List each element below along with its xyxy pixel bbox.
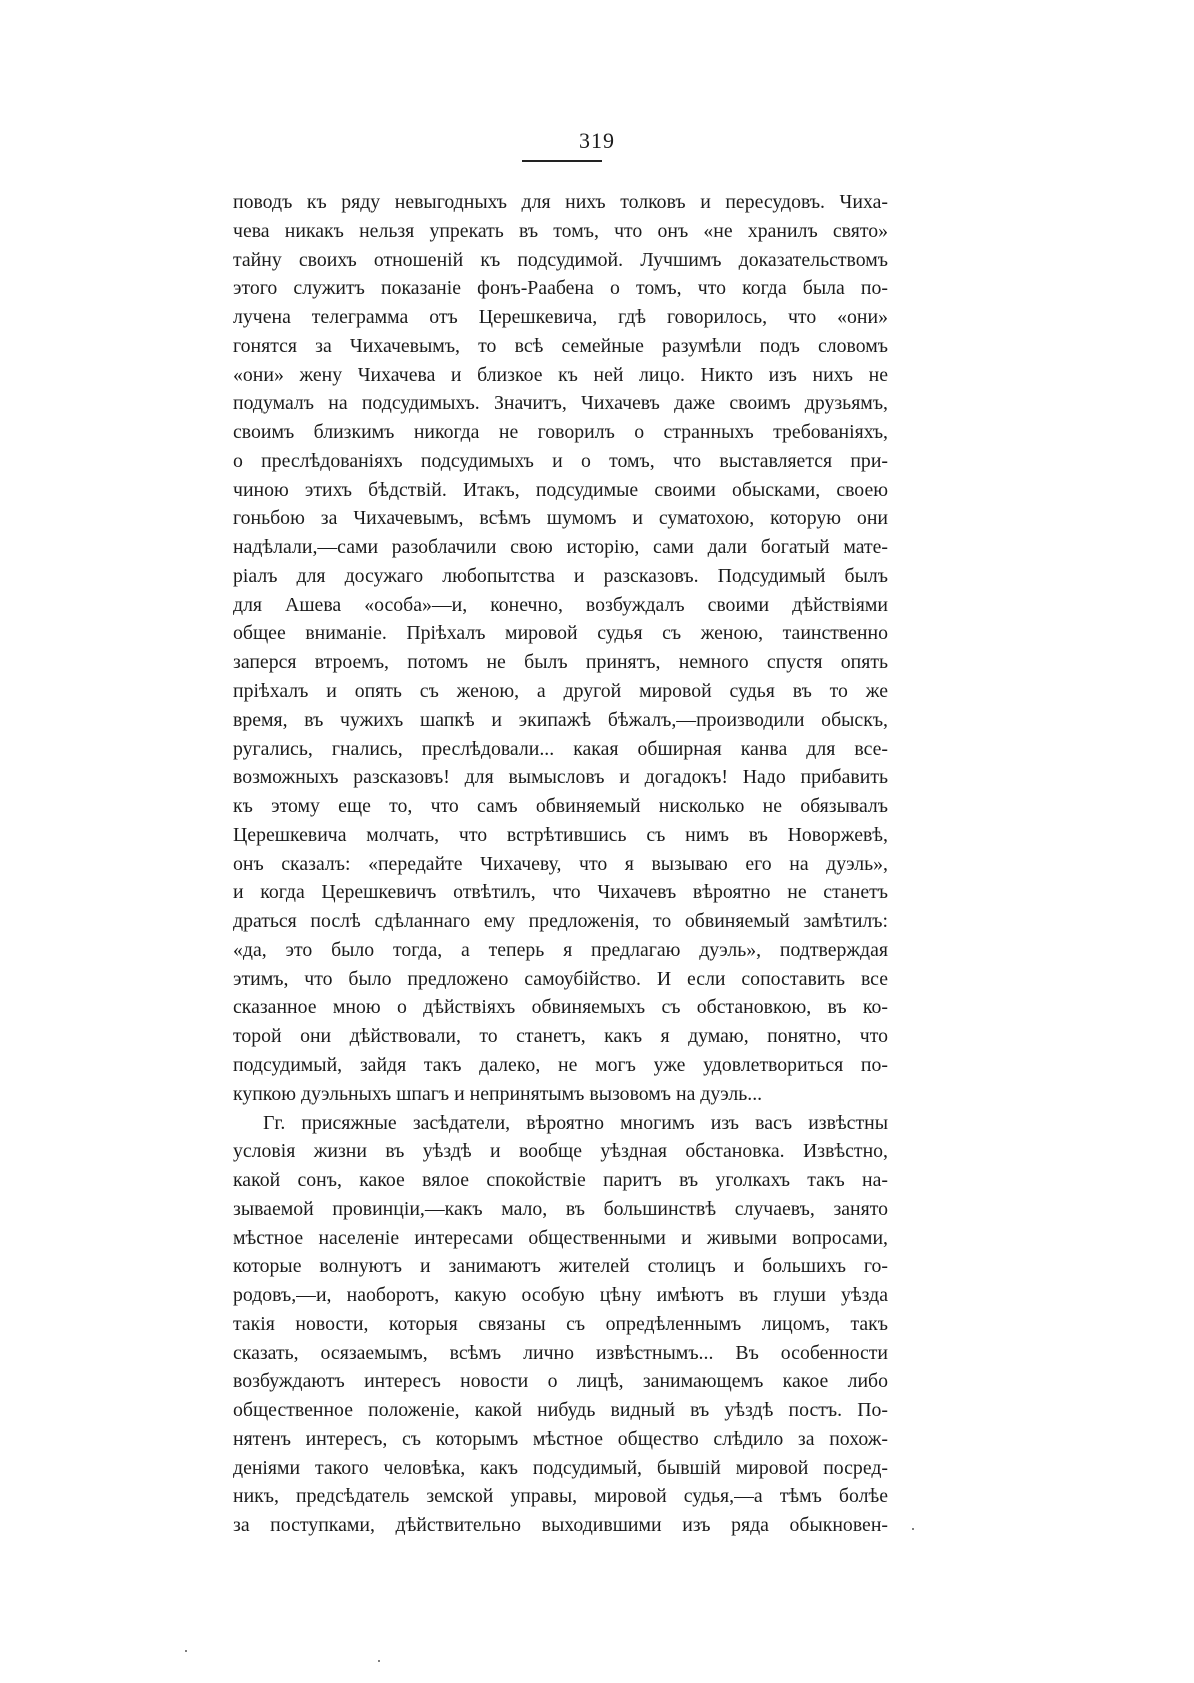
text-line: къ этому еще то, что самъ обвиняемый нисколько не обязывалъ <box>233 795 888 818</box>
text-line: и когда Церешкевичъ отвѣтилъ, что Чихачевъ вѣроятно не станетъ <box>233 881 888 904</box>
text-line: какой сонъ, какое вялое спокойствiе паритъ въ уголкахъ такъ на- <box>233 1169 888 1192</box>
page-number-rule <box>522 160 602 162</box>
text-line: тайну своихъ отношенiй къ подсудимой. Лучшимъ доказательствомъ <box>233 248 888 271</box>
text-line: этого служитъ показанiе фонъ-Раабена о томъ, что когда была по- <box>233 277 888 300</box>
text-line: «они» жену Чихачева и близкое къ ней лицо. Никто изъ нихъ не <box>233 363 888 386</box>
text-line: гоньбою за Чихачевымъ, всѣмъ шумомъ и суматохою, которую они <box>233 507 888 530</box>
text-line: поводъ къ ряду невыгодныхъ для нихъ толковъ и пересудовъ. Чиха- <box>233 191 888 213</box>
text-line: денiями такого человѣка, какъ подсудимый, бывшiй мировой посред- <box>233 1456 888 1479</box>
text-line: такiя новости, которыя связаны съ опредѣленнымъ лицомъ, такъ <box>233 1312 888 1335</box>
text-line: «да, это было тогда, а теперь я предлагаю дуэль», подтверждая <box>233 938 888 961</box>
text-line: родовъ,—и, наоборотъ, какую особую цѣну имѣютъ въ глуши уѣзда <box>233 1284 888 1307</box>
scan-speck <box>185 1650 187 1652</box>
text-line: гонятся за Чихачевымъ, то всѣ семейные разумѣли подъ словомъ <box>233 334 888 357</box>
text-line: своимъ близкимъ никогда не говорилъ о странныхъ требованiяхъ, <box>233 421 888 444</box>
text-line: сказанное мною о дѣйствiяхъ обвиняемыхъ съ обстановкою, въ ко- <box>233 996 888 1019</box>
text-line: купкою дуэльныхъ шпагъ и непринятымъ вызовомъ на дуэль... <box>233 1082 763 1105</box>
text-line: общее вниманiе. Прiѣхалъ мировой судья съ женою, таинственно <box>233 622 888 645</box>
text-line: онъ сказалъ: «передайте Чихачеву, что я вызываю его на дуэль», <box>233 852 888 875</box>
text-line: подсудимый, зайдя такъ далеко, не могъ уже удовлетвориться по- <box>233 1053 888 1076</box>
text-line: возбуждаютъ интересъ новости о лицѣ, занимающемъ какое либо <box>233 1370 888 1393</box>
text-line: за поступками, дѣйствительно выходившими изъ ряда обыкновен- <box>233 1514 888 1537</box>
text-line: Церешкевича молчать, что встрѣтившись съ нимъ въ Новоржевѣ, <box>233 823 888 846</box>
text-line: ругались, гнались, преслѣдовали... какая обширная канва для все- <box>233 737 888 760</box>
scan-speck <box>378 1660 380 1662</box>
text-line: нятенъ интересъ, съ которымъ мѣстное общество слѣдило за похож- <box>233 1427 888 1450</box>
text-line: торой они дѣйствовали, то станетъ, какъ я думаю, понятно, что <box>233 1025 888 1048</box>
text-body <box>233 188 888 1540</box>
text-line: возможныхъ разсказовъ! для вымысловъ и догадокъ! Надо прибавить <box>233 766 888 789</box>
text-line: драться послѣ сдѣланнаго ему предложенiя, то обвиняемый замѣтилъ: <box>233 910 888 933</box>
text-line: мѣстное населенiе интересами общественными и живыми вопросами, <box>233 1226 888 1249</box>
text-line: общественное положенiе, какой нибудь видный въ уѣздѣ постъ. По- <box>233 1399 888 1422</box>
text-line: о преслѣдованiяхъ подсудимыхъ и о томъ, что выставляется при- <box>233 449 888 472</box>
paragraph-start-line: Гг. присяжные засѣдатели, вѣроятно многимъ изъ васъ извѣстны <box>263 1111 888 1134</box>
text-line: чиною этихъ бѣдствiй. Итакъ, подсудимые своими обысками, своею <box>233 478 888 501</box>
text-line: которые волнуютъ и занимаютъ жителей столицъ и большихъ го- <box>233 1255 888 1278</box>
text-line: этимъ, что было предложено самоубiйство. И если сопоставить все <box>233 967 888 990</box>
text-line: условiя жизни въ уѣздѣ и вообще уѣздная обстановка. Извѣстно, <box>233 1140 888 1163</box>
text-line: никъ, предсѣдатель земской управы, мировой судья,—а тѣмъ болѣе <box>233 1485 888 1508</box>
text-line: подумалъ на подсудимыхъ. Значитъ, Чихачевъ даже своимъ друзьямъ, <box>233 392 888 415</box>
text-line: рiалъ для досужаго любопытства и разсказовъ. Подсудимый былъ <box>233 564 888 587</box>
text-line: прiѣхалъ и опять съ женою, а другой мировой судья въ то же <box>233 680 888 703</box>
text-line: чева никакъ нельзя упрекать въ томъ, что онъ «не хранилъ свято» <box>233 219 888 242</box>
page-number: 319 <box>579 128 615 153</box>
text-line: надѣлали,—сами разоблачили свою исторiю, сами дали богатый мате- <box>233 536 888 559</box>
scan-speck <box>912 1528 914 1530</box>
text-line: сказать, осязаемымъ, всѣмъ лично извѣстнымъ... Въ особенности <box>233 1341 888 1364</box>
text-line: зываемой провинцiи,—какъ мало, въ большинствѣ случаевъ, занято <box>233 1197 888 1220</box>
text-line: лучена телеграмма отъ Церешкевича, гдѣ говорилось, что «они» <box>233 306 888 329</box>
text-line: время, въ чужихъ шапкѣ и экипажѣ бѣжалъ,—производили обыскъ, <box>233 708 888 731</box>
text-line: для Ашева «особа»—и, конечно, возбуждалъ своими дѣйствiями <box>233 593 888 616</box>
text-line: заперся втроемъ, потомъ не былъ принятъ, немного спустя опять <box>233 651 888 674</box>
